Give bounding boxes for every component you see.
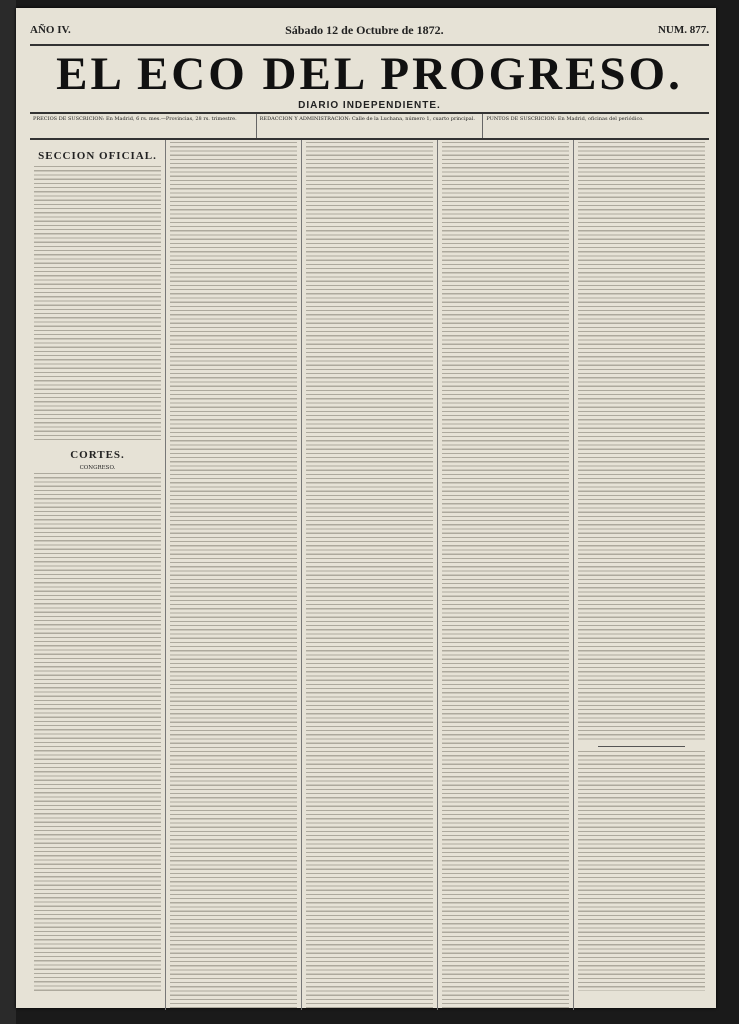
text-block: [578, 751, 705, 991]
text-block: [34, 166, 161, 441]
text-block: [306, 142, 433, 1008]
section-official-heading: SECCION OFICIAL.: [38, 150, 157, 162]
section-cortes-heading: CORTES.: [70, 449, 125, 461]
issue-number: NUM. 877.: [657, 24, 709, 36]
subscription-points: PUNTOS DE SUSCRICION: En Madrid, oficinas del periódico.: [486, 116, 644, 122]
text-block: [170, 142, 297, 1008]
column-1: [30, 140, 166, 1010]
info-bar: [30, 112, 709, 140]
newspaper-subtitle: DIARIO INDEPENDIENTE.: [298, 100, 441, 111]
newspaper-title: EL ECO DEL PROGRESO.: [56, 48, 683, 100]
top-bar: [30, 16, 709, 46]
divider: [598, 746, 685, 747]
text-columns: [30, 140, 709, 1010]
text-block: [442, 142, 569, 1008]
column-5: [574, 140, 709, 1010]
column-3: [302, 140, 438, 1010]
subscription-prices: PRECIOS DE SUSCRICION: En Madrid, 6 rs. mes.—Provincias, 28 rs. trimestre.: [30, 114, 257, 138]
page-edge: [0, 0, 16, 1024]
issue-label: AÑO IV.: [30, 24, 71, 36]
congress-heading: CONGRESO.: [79, 465, 116, 471]
issue-date: Sábado 12 de Octubre de 1872.: [285, 22, 444, 37]
editorial-office: REDACCION Y ADMINISTRACION: Calle de la Luchana, número 1, cuarto principal.: [257, 114, 484, 138]
masthead: [30, 48, 709, 111]
text-block: [578, 142, 705, 742]
column-2: [166, 140, 302, 1010]
text-block: [34, 473, 161, 993]
column-4: [438, 140, 574, 1010]
